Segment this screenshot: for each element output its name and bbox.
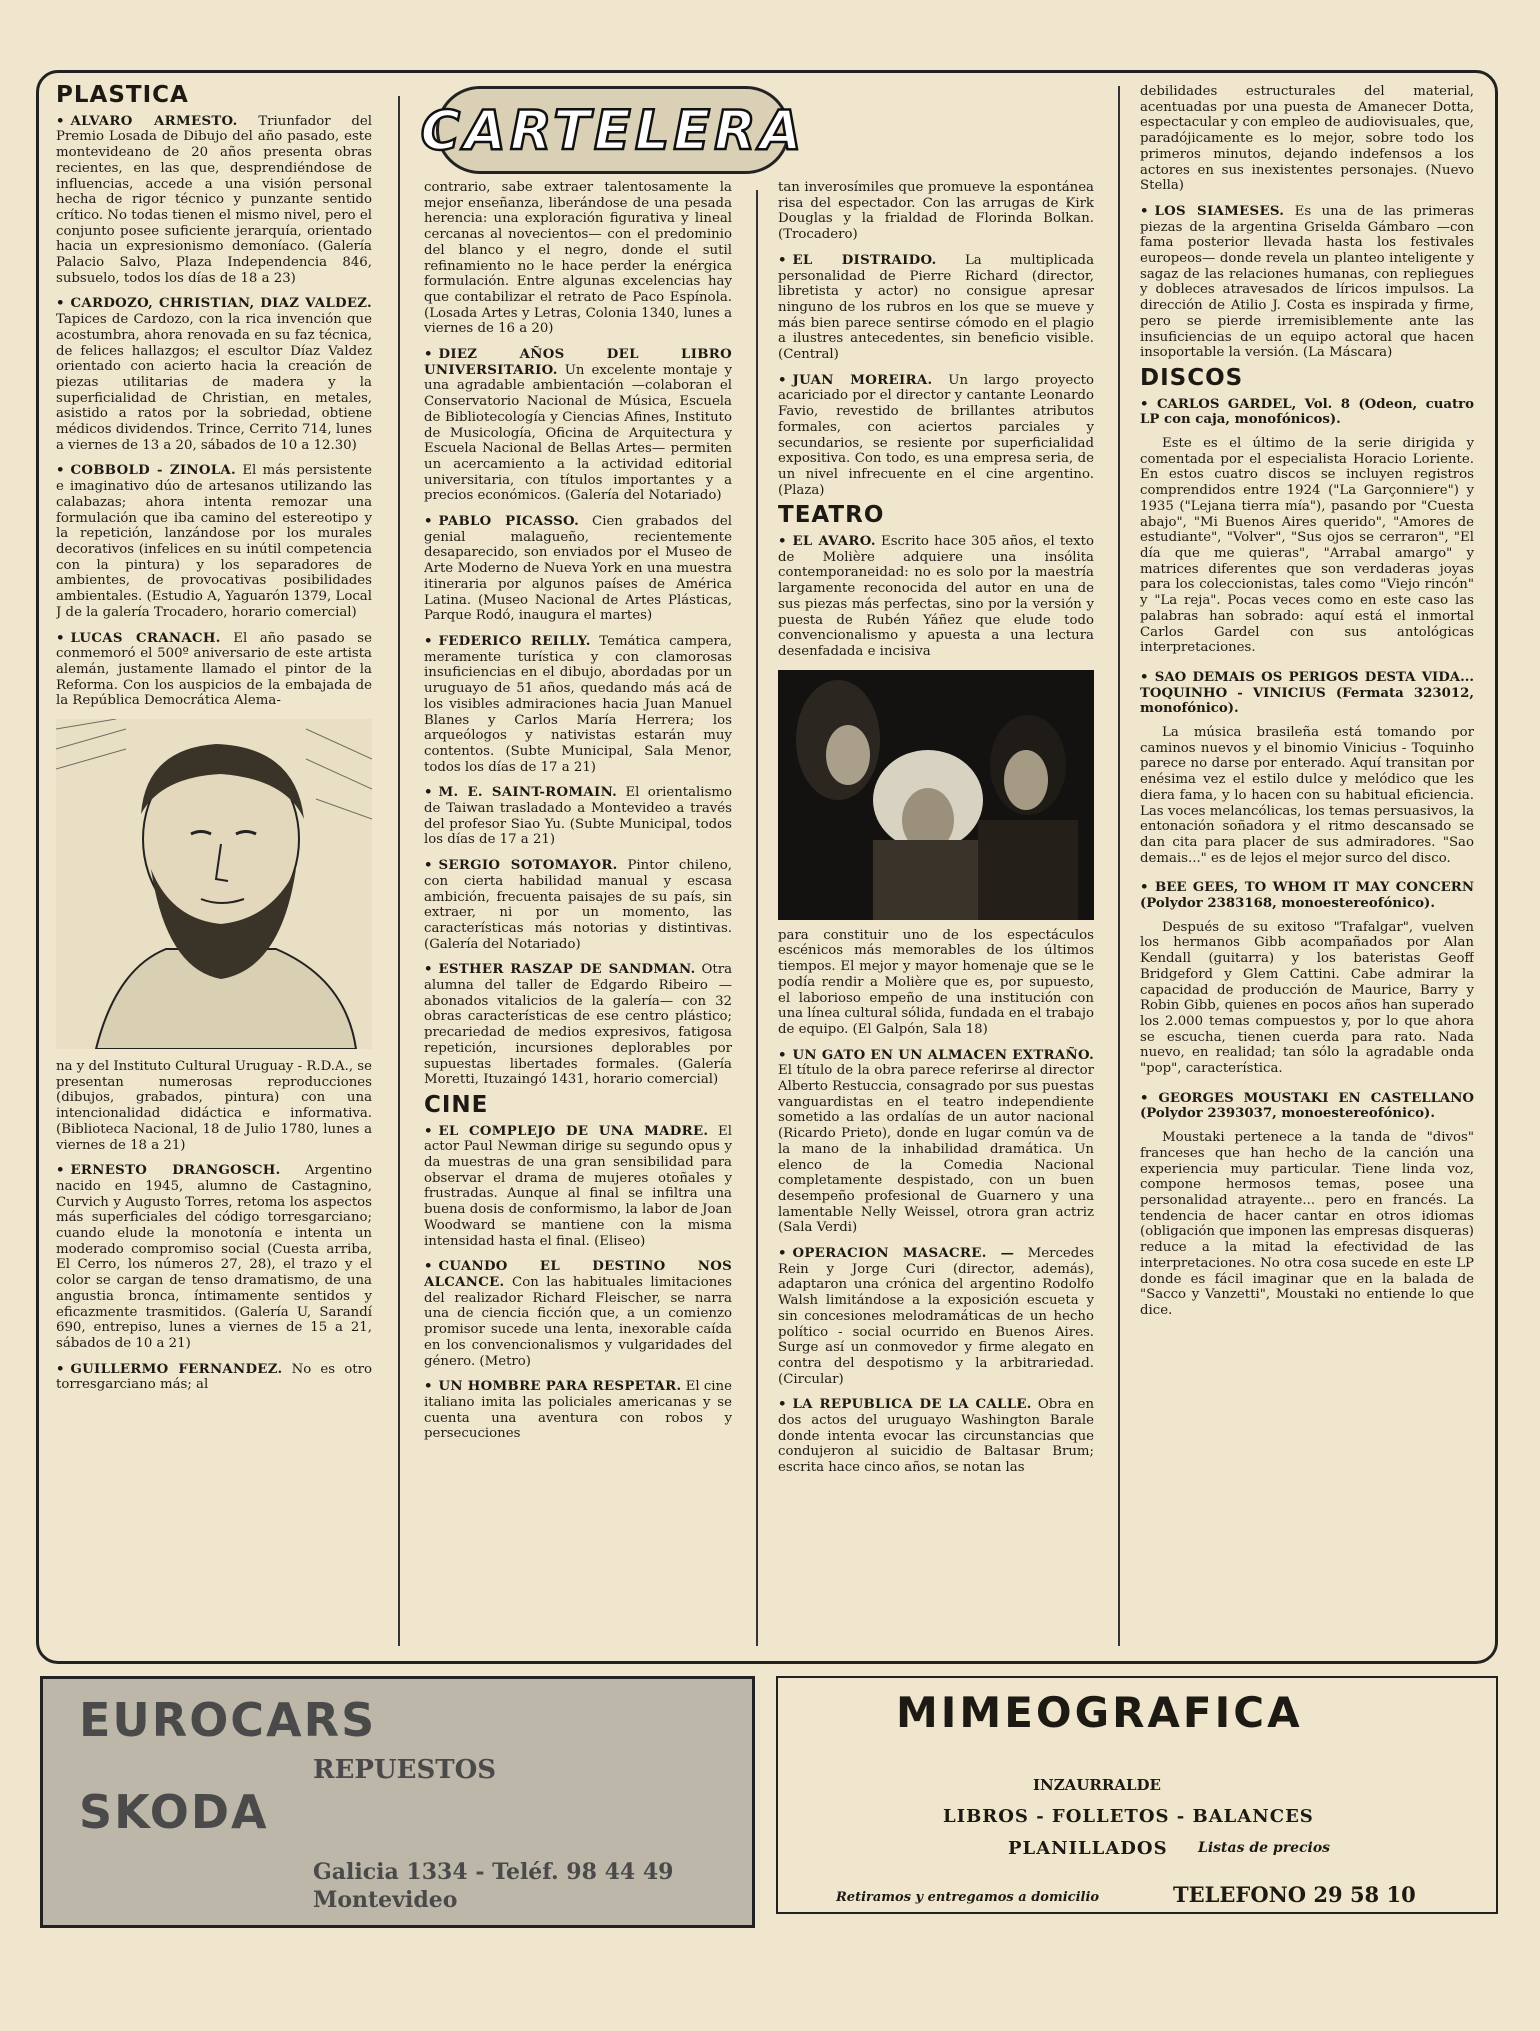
column-rule (398, 96, 400, 1646)
disc-review: La música brasileña está tomando por caminos nuevos y el binomio Vinicius - Toquinho parece no darse por enterado. Aquí transitan por enésima vez el estilo dulce y melódico que les diera fama, y lo hacen con su habitual eficiencia. Las voces melancólicas, los temas persuasivos, la entonación soñadora y el ritmo descansado se dan cita para placer de sus admiradores. "Sao demais..." es de lejos el mejor surco del disco. (1140, 725, 1474, 866)
review-item: • ESTHER RASZAP DE SANDMAN. Otra alumna del taller de Edgardo Ribeiro —abonados vitalicios de la galería— con 32 obras características de ese centro plástico; precariedad de medios expresivos, fatigosa repetición, incursiones deplorables por supuestas libertades formales. (Galería Moretti, Ituzaingó 1431, horario comercial) (424, 962, 732, 1088)
section-heading-cine: CINE (424, 1091, 489, 1118)
review-item-continued: na y del Instituto Cultural Uruguay - R.D.A., se presentan numerosas reproducciones (dibujos, grabados, pintura) con una intencionalidad didáctica e informativa. (Biblioteca Nacional, 18 de Julio 1780, lunes a viernes de 18 a 21) (56, 1059, 372, 1153)
ad-city: Montevideo (313, 1887, 458, 1913)
eurocars-ad (40, 1676, 755, 1928)
review-item: • JUAN MOREIRA. Un largo proyecto acariciado por el director y cantante Leonardo Favio, revestido de brillantes atributos formales, con aciertos parciales y secundarios, se resiente por superficialidad expositiva. Con todo, es una empresa seria, de un nivel infrecuente en el cine argentino. (Plaza) (778, 372, 1094, 498)
ad-price-lists: Listas de precios (1198, 1840, 1331, 1856)
review-item: • UN GATO EN UN ALMACEN EXTRAÑO. El título de la obra parece referirse al director Alberto Restuccia, consagrado por sus puestas vanguardistas en el teatro independiente sometido a las ordalías de un autor nacional (Ricardo Prieto), donde en lugar común va de la mano de la inhabilidad dramática. Un elenco de la Comedia Nacional completamente despistado, con un buen desempeño profesional de Guarnero y una lamentable Nelly Weissel, otrora gran actriz (Sala Verdi) (778, 1047, 1094, 1236)
column-2 (424, 180, 732, 1655)
review-item: • EL DISTRAIDO. La multiplicada personalidad de Pierre Richard (director, libretista y actor) no consigue apresar ninguno de los rubros en los que se mueve y más bien parece sentirse cómodo en el plagio a ilustres antecedentes, sin beneficio visible. (Central) (778, 252, 1094, 363)
ad-owner: INZAURRALDE (1033, 1776, 1161, 1794)
review-item: • LOS SIAMESES. Es una de las primeras piezas de la argentina Griselda Gámbaro —con fama posterior llevada hasta los festivales europeos— donde revela un planteo inteligente y sagaz de las relaciones humanas, con repliegues y dobleces atravesados de líricos impulsos. La dirección de Atilio J. Costa es inspirada y firme, pero se pierde irremisiblemente ante las insuficiencias de un equipo actoral que hacen insoportable la versión. (La Máscara) (1140, 203, 1474, 361)
review-item-continued: contrario, sabe extraer talentosamente la mejor enseñanza, liberándose de una pesada herencia: una exploración figurativa y lineal cercanas al novecientos— con el predominio del blanco y el negro, donde el sutil refinamiento no le hace perder la enérgica formulación. Entre algunas excelencias hay que contabilizar el retrato de Paco Espínola. (Losada Artes y Letras, Colonia 1340, lunes a viernes de 16 a 20) (424, 180, 732, 337)
ad-pickup: Retiramos y entregamos a domicilio (836, 1890, 1100, 1905)
column-4 (1140, 84, 1474, 1655)
review-item: • PABLO PICASSO. Cien grabados del genial malagueño, recientemente desaparecido, son enviados por el Museo de Arte Moderno de Nueva York en una muestra itineraria por algunos países de América Latina. (Museo Nacional de Artes Plásticas, Parque Rodó, inaugura el martes) (424, 514, 732, 624)
review-item: • GUILLERMO FERNANDEZ. No es otro torresgarciano más; al (56, 1361, 372, 1393)
disc-title: • SAO DEMAIS OS PERIGOS DESTA VIDA... TOQUINHO - VINICIUS (Fermata 323012, monofónico). (1140, 669, 1474, 717)
review-item: • SERGIO SOTOMAYOR. Pintor chileno, con cierta habilidad manual y escasa ambición, frecuenta paisajes de su país, sin extraer, ni por un momento, las características más notorias y distintivas. (Galería del Notariado) (424, 858, 732, 952)
mimeografica-ad (776, 1676, 1498, 1914)
review-item: • CUANDO EL DESTINO NOS ALCANCE. Con las habituales limitaciones del realizador Richard Fleischer, se narra una de ciencia ficción que, a un comienzo promisor sucede una lenta, inexorable caída en los convencionalismos y vulgaridades del género. (Metro) (424, 1259, 732, 1369)
ad-phone: TELEFONO 29 58 10 (1173, 1882, 1416, 1907)
review-item: • LA REPUBLICA DE LA CALLE. Obra en dos actos del uruguayo Washington Barale donde intenta evocar las circunstancias que condujeron al suicidio de Baltasar Brum; escrita hace cinco años, se notan las (778, 1397, 1094, 1476)
cartelera-banner: CARTELERA (436, 86, 790, 174)
disc-title: • GEORGES MOUSTAKI EN CASTELLANO (Polydor 2393037, monoestereofónico). (1140, 1090, 1474, 1122)
review-item-continued: tan inverosímiles que promueve la espontánea risa del espectador. Con las arrugas de Kirk Douglas y la frialdad de Florinda Bolkan. (Trocadero) (778, 180, 1094, 243)
eurocars-name: EUROCARS (79, 1693, 377, 1747)
column-3 (778, 180, 1094, 1655)
section-heading-discos: DISCOS (1140, 364, 1244, 391)
review-item: • ALVARO ARMESTO. Triunfador del Premio Losada de Dibujo del año pasado, este montevideano de 20 años presenta obras recientes, en las que, desprendiéndose de influencias, accede a una visión personal hecha de rigor técnico y punzante sentido crítico. No todas tienen el mismo nivel, pero el conjunto posee suficiente jerarquía, orientado hacia un expresionismo demoníaco. (Galería Palacio Salvo, Plaza Independencia 846, subsuelo, todos los días de 18 a 23) (56, 113, 372, 286)
review-item: • FEDERICO REILLY. Temática campera, meramente turística y con clamorosas insuficiencias en el dibujo, abordadas por un uruguayo de 51 años, quedando más acá de los visibles admiraciones hacia Juan Manuel Blanes y Carlos María Herrera; los arqueólogos y nativistas estarán muy contentos. (Subte Municipal, Sala Menor, todos los días de 17 a 21) (424, 633, 732, 775)
review-item: • EL AVARO. Escrito hace 305 años, el texto de Molière adquiere una insólita contemporaneidad: no es solo por la maestría largamente reconocida del autor en una de sus piezas más perfectas, sino por la versión y puesta de Rubén Yáñez que elude todo convencionalismo y apuesta a una lectura desenfadada e incisiva (778, 534, 1094, 659)
cranach-portrait-illustration (56, 719, 372, 1049)
review-item: • LUCAS CRANACH. El año pasado se conmemoró el 500º aniversario de este artista alemán, justamente llamado el pintor de la Reforma. Con los auspicios de la embajada de la República Democrática Alema- (56, 630, 372, 709)
section-heading-teatro: TEATRO (778, 502, 885, 529)
skoda-name: SKODA (79, 1785, 269, 1839)
ad-services-line-1: LIBROS - FOLLETOS - BALANCES (943, 1806, 1314, 1827)
column-1 (56, 84, 372, 1655)
disc-review: Después de su exitoso "Trafalgar", vuelven los hermanos Gibb acompañados por Alan Kendall (guitarra) y los bateristas Geoff Bridgeford y Glem Cattini. Cabe admirar la capacidad de producción de Maurice, Barry y Robin Gibb, quienes en pocos años han superado los 2.000 temas compuestos y, por lo que ahora se escucha, tienen cuerda para rato. Nada nuevo, en realidad; tan sólo la agradable onda "pop", característica. (1140, 919, 1474, 1077)
repuestos-label: REPUESTOS (313, 1755, 497, 1785)
theatre-photo (778, 670, 1094, 920)
disc-title: • BEE GEES, TO WHOM IT MAY CONCERN (Polydor 2383168, monoestereofónico). (1140, 880, 1474, 912)
section-heading-plastica: PLASTICA (56, 84, 189, 108)
review-item-continued: debilidades estructurales del material, acentuadas por una puesta de Amanecer Dotta, espectacular y con empleo de audiovisuales, que, paradójicamente es lo mejor, sobre todo los primeros minutos, dejando indefensos a los actores en sus inexistentes personajes. (Nuevo Stella) (1140, 84, 1474, 194)
ad-address: Galicia 1334 - Teléf. 98 44 49 (313, 1859, 674, 1885)
review-item: • UN HOMBRE PARA RESPETAR. El cine italiano imita las policiales americanas y se cuenta una aventura con robos y persecuciones (424, 1379, 732, 1442)
mimeografica-name: MIMEOGRAFICA (896, 1688, 1303, 1737)
review-item: • CARDOZO, CHRISTIAN, DIAZ VALDEZ. Tapices de Cardozo, con la rica invención que acostumbra, ahora renovada en su faz técnica, de felices hallazgos; el escultor Díaz Valdez orientado con acierto hacia la creación de piezas utilitarias de madera y la superficialidad de Christian, en metales, asistido a ratos por la sobriedad, obtiene médicos dividendos. Trince, Cerrito 714, lunes a viernes de 13 a 20, sábados de 10 a 12.30) (56, 296, 372, 453)
review-item-continued: para constituir uno de los espectáculos escénicos más memorables de los últimos tiempos. El mejor y mayor homenaje que se le podía rendir a Molière que es, por supuesto, el laborioso empeño de una institución con una línea cultural sólida, fundada en el trabajo de equipo. (El Galpón, Sala 18) (778, 927, 1094, 1037)
column-rule (1118, 86, 1120, 1646)
review-item: • OPERACION MASACRE. — Mercedes Rein y Jorge Curi (director, además), adaptaron una crónica del argentino Rodolfo Walsh limitándose a la exposición escueta y sin concesiones melodramáticas de un hecho político - social ocurrido en Buenos Aires. Surge así un conmovedor y firme alegato en contra del despotismo y la arbitrariedad. (Circular) (778, 1246, 1094, 1387)
ad-services-line-2: PLANILLADOS (1008, 1838, 1168, 1859)
disc-review: Este es el último de la serie dirigida y comentada por el especialista Horacio Loriente. En estos cuatro discos se incluyen registros comprendidos entre 1924 ("La Garçonniere") y 1935 ("Lejana tierra mía"), pasando por "Cuesta abajo", "Mi Buenos Aires querido", "Amores de estudiante", "Volver", "Sus ojos se cerraron", "El día que me quieras", "Arrabal amargo" y matrices diferentes que son verdaderas joyas para los coleccionistas, tales como "Viejo rincón" y "La reja". Pocas veces como en este caso las palabras han sobrado: aquí está el inmortal Carlos Gardel con sus antológicas interpretaciones. (1140, 436, 1474, 656)
disc-title: • CARLOS GARDEL, Vol. 8 (Odeon, cuatro LP con caja, monofónicos). (1140, 396, 1474, 428)
review-item: • ERNESTO DRANGOSCH. Argentino nacido en 1945, alumno de Castagnino, Curvich y Augusto Torres, retoma los aspectos más superficiales del código torresgarciano; cuando elude la monotonía e intenta un moderado compromiso social (Cuesta arriba, El Cerro, los números 27, 28), el trazo y el color se cargan de tenso dramatismo, de una angustia bronca, íntimamente sentidos y eficazmente trasmitidos. (Galería U, Sarandí 690, entrepiso, lunes a viernes de 15 a 21, sábados de 10 a 21) (56, 1163, 372, 1351)
column-rule (756, 190, 758, 1646)
review-item: • DIEZ AÑOS DEL LIBRO UNIVERSITARIO. Un excelente montaje y una agradable ambientación —colaboran el Conservatorio Nacional de Música, Escuela de Bibliotecología y Ciencias Afines, Instituto de Musicología, Oficina de Arquitectura y Escuela Nacional de Bellas Artes— permiten un acercamiento a la actividad editorial universitaria, con títulos importantes y a precios económicos. (Galería del Notariado) (424, 347, 732, 504)
review-item: • M. E. SAINT-ROMAIN. El orientalismo de Taiwan trasladado a Montevideo a través del profesor Siao Yu. (Subte Municipal, todos los días de 17 a 21) (424, 785, 732, 848)
review-item: • EL COMPLEJO DE UNA MADRE. El actor Paul Newman dirige su segundo opus y da muestras de una gran sensibilidad para observar el drama de mujeres otoñales y frustradas. Aunque al final se infiltra una buena dosis de conformismo, la labor de Joan Woodward se mantiene con la misma intensidad hasta el final. (Eliseo) (424, 1123, 732, 1249)
review-item: • COBBOLD - ZINOLA. El más persistente e imaginativo dúo de artesanos utilizando las calabazas; ahora intenta remozar una formulación que iba camino del estereotipo y la repetición, lanzándose por los murales decorativos (infelices en su inútil competencia con la pintura) y los separadores de ambientes, de provocativas posibilidades ambientales. (Estudio A, Yaguarón 1379, Local J de la galería Trocadero, horario comercial) (56, 463, 372, 620)
disc-review: Moustaki pertenece a la tanda de "divos" franceses que han hecho de la canción una experiencia muy particular. Tiene linda voz, compone hermosos temas, posee una personalidad atrayente... pero en francés. La tendencia de hacer cantar en otros idiomas (obligación que imponen las empresas disqueras) reduce a la mitad la efectividad de las interpretaciones. No otra cosa sucede en este LP donde es fácil imaginar que en la balada de "Sacco y Vanzetti", Moustaki no entiende lo que dice. (1140, 1130, 1474, 1318)
